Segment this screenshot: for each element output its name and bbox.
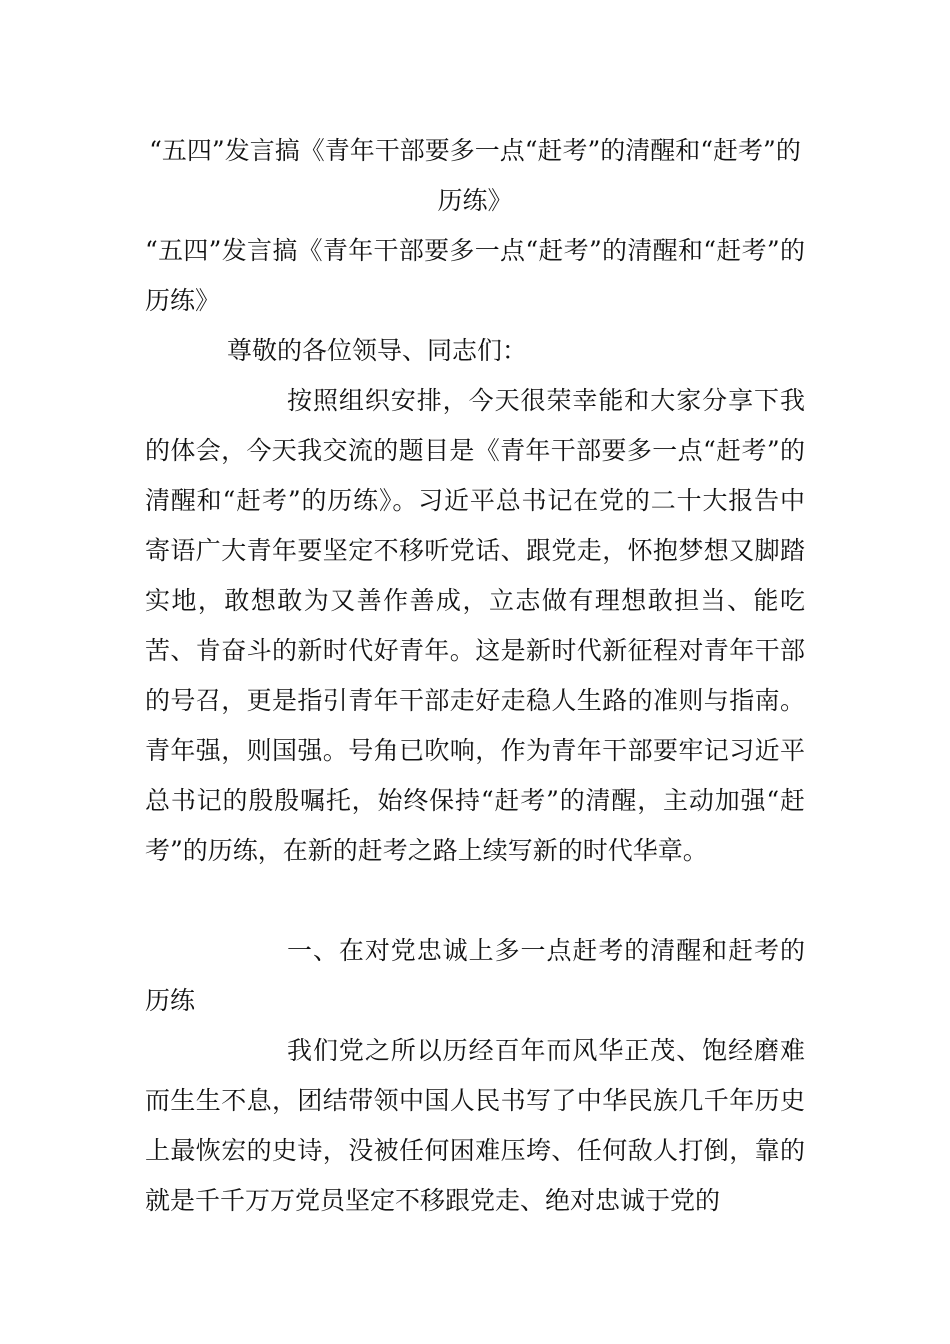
- section-heading: 一、在对党忠诚上多一点赶考的清醒和赶考的历练: [145, 936, 805, 1015]
- salutation: 尊敬的各位领导、同志们：: [227, 336, 528, 365]
- body-paragraph: 我们党之所以历经百年而风华正茂、饱经磨难而生生不息，团结带领中国人民书写了中华民族几千年历史上最恢宏的史诗，没被任何困难压垮、任何敌人打倒，靠的就是千千万万党员坚定不移跟党走、绝对忠诚于党的: [145, 1036, 805, 1215]
- body-paragraph: 按照组织安排，今天很荣幸能和大家分享下我的体会，今天我交流的题目是《青年干部要多一点“赶考”的清醒和“赶考”的历练》。习近平总书记在党的二十大报告中寄语广大青年要坚定不移听党话、跟党走，怀抱梦想又脚踏实地，敢想敢为又善作善成，立志做有理想敢担当、能吃苦、肯奋斗的新时代好青年。这是新时代新征程对青年干部的号召，更是指引青年干部走好走稳人生路的准则与指南。青年强，则国强。号角已吹响，作为青年干部要牢记习近平总书记的殷殷嘱托，始终保持“赶考”的清醒，主动加强“赶考”的历练，在新的赶考之路上续写新的时代华章。: [145, 386, 805, 865]
- document-subtitle: “五四”发言搞《青年干部要多一点“赶考”的清醒和“赶考”的历练》: [145, 236, 805, 315]
- document-title: “五四”发言搞《青年干部要多一点“赶考”的清醒和“赶考”的历练》: [149, 136, 801, 215]
